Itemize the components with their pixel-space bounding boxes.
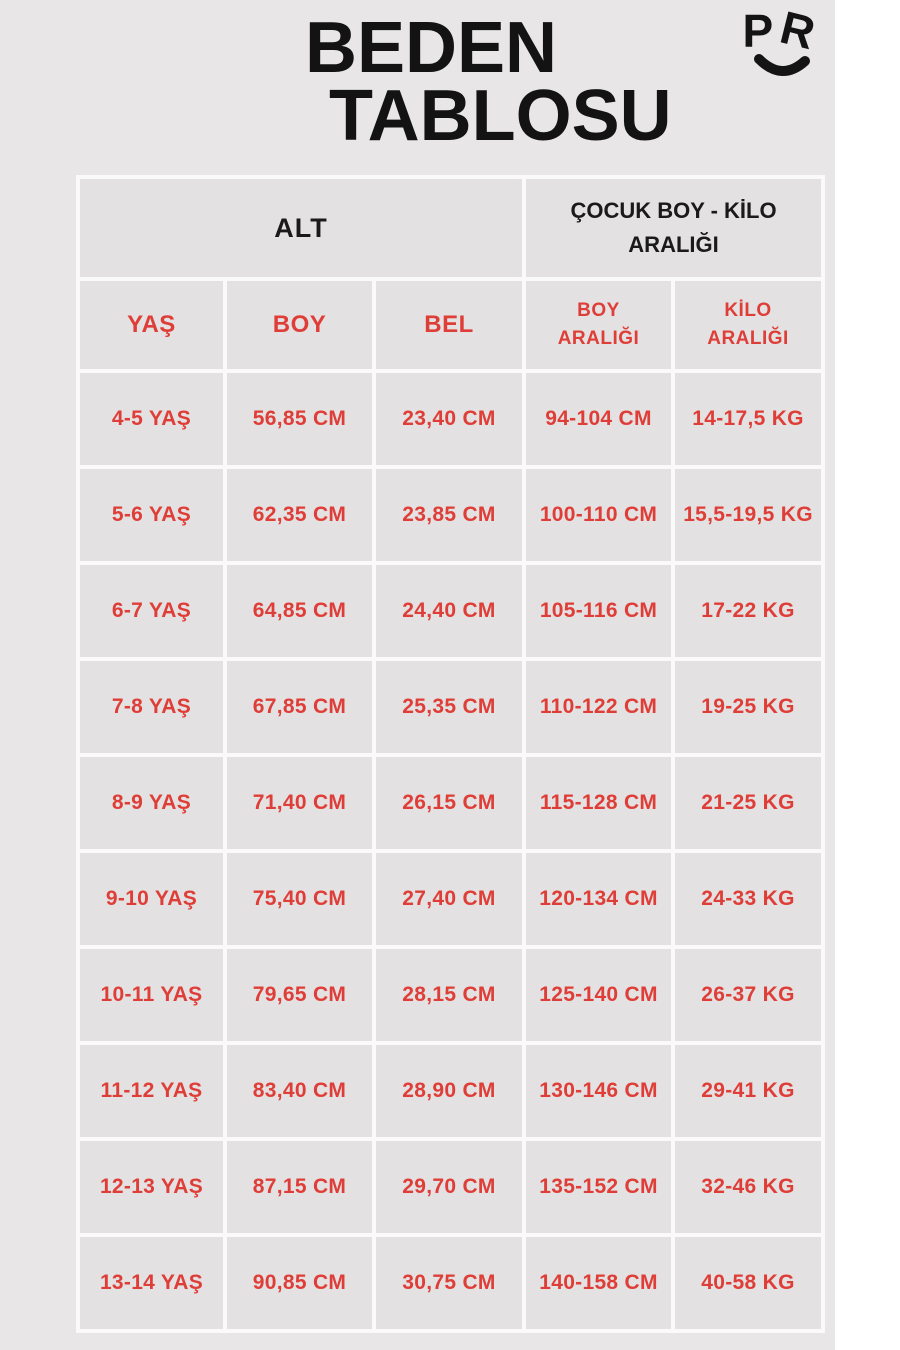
table-cell-bel: 28,90 CM	[376, 1045, 522, 1137]
page-title-line2: TABLOSU	[329, 76, 672, 156]
table-row	[80, 1237, 821, 1329]
table-row	[80, 853, 821, 945]
table-row	[80, 949, 821, 1041]
table-cell-kilo-araligi: 26-37 KG	[675, 949, 821, 1041]
group-header-alt: ALT	[80, 179, 522, 277]
page-title-line1: BEDEN	[305, 8, 558, 88]
brand-logo	[735, 0, 830, 86]
table-cell-boy-araligi: 94-104 CM	[526, 373, 671, 465]
table-cell-boy-araligi: 115-128 CM	[526, 757, 671, 849]
table-cell-boy: 64,85 CM	[227, 565, 372, 657]
table-cell-bel: 30,75 CM	[376, 1237, 522, 1329]
table-cell-boy: 71,40 CM	[227, 757, 372, 849]
table-row	[80, 757, 821, 849]
column-header-bel: BEL	[376, 281, 522, 369]
group-header-row	[80, 179, 821, 277]
right-margin-strip	[835, 0, 900, 1350]
table-cell-yas: 13-14 YAŞ	[80, 1237, 223, 1329]
group-header-cocuk-boy-kilo: ÇOCUK BOY - KİLO ARALIĞI	[526, 179, 821, 277]
table-cell-boy-araligi: 105-116 CM	[526, 565, 671, 657]
table-row	[80, 661, 821, 753]
table-cell-boy: 90,85 CM	[227, 1237, 372, 1329]
table-cell-boy-araligi: 100-110 CM	[526, 469, 671, 561]
table-cell-bel: 25,35 CM	[376, 661, 522, 753]
logo-letter-r: R	[775, 0, 829, 62]
size-table-body	[80, 373, 821, 1329]
table-cell-kilo-araligi: 32-46 KG	[675, 1141, 821, 1233]
table-cell-boy: 56,85 CM	[227, 373, 372, 465]
table-cell-boy-araligi: 120-134 CM	[526, 853, 671, 945]
table-cell-yas: 7-8 YAŞ	[80, 661, 223, 753]
table-cell-bel: 26,15 CM	[376, 757, 522, 849]
table-cell-yas: 5-6 YAŞ	[80, 469, 223, 561]
smile-icon	[752, 52, 812, 86]
table-cell-bel: 28,15 CM	[376, 949, 522, 1041]
table-cell-yas: 8-9 YAŞ	[80, 757, 223, 849]
table-cell-bel: 23,85 CM	[376, 469, 522, 561]
table-row	[80, 469, 821, 561]
table-row	[80, 1045, 821, 1137]
logo-letter-p: P	[742, 5, 782, 57]
table-cell-boy-araligi: 125-140 CM	[526, 949, 671, 1041]
table-cell-boy-araligi: 110-122 CM	[526, 661, 671, 753]
column-header-row	[80, 281, 821, 369]
table-row	[80, 565, 821, 657]
size-table	[76, 175, 825, 1333]
table-cell-yas: 11-12 YAŞ	[80, 1045, 223, 1137]
table-cell-boy-araligi: 140-158 CM	[526, 1237, 671, 1329]
table-cell-kilo-araligi: 21-25 KG	[675, 757, 821, 849]
table-cell-kilo-araligi: 17-22 KG	[675, 565, 821, 657]
table-cell-kilo-araligi: 15,5-19,5 KG	[675, 469, 821, 561]
table-cell-yas: 4-5 YAŞ	[80, 373, 223, 465]
page-title	[305, 8, 672, 156]
table-cell-boy: 87,15 CM	[227, 1141, 372, 1233]
table-cell-boy-araligi: 135-152 CM	[526, 1141, 671, 1233]
table-cell-yas: 9-10 YAŞ	[80, 853, 223, 945]
table-cell-yas: 10-11 YAŞ	[80, 949, 223, 1041]
table-cell-kilo-araligi: 14-17,5 KG	[675, 373, 821, 465]
column-header-yas: YAŞ	[80, 281, 223, 369]
table-cell-boy: 79,65 CM	[227, 949, 372, 1041]
table-cell-kilo-araligi: 40-58 KG	[675, 1237, 821, 1329]
brand-logo-letters	[735, 0, 830, 62]
table-row	[80, 373, 821, 465]
table-cell-bel: 24,40 CM	[376, 565, 522, 657]
table-cell-bel: 29,70 CM	[376, 1141, 522, 1233]
column-header-boy-araligi: BOY ARALIĞI	[526, 281, 671, 369]
table-cell-kilo-araligi: 24-33 KG	[675, 853, 821, 945]
column-header-boy: BOY	[227, 281, 372, 369]
table-cell-boy-araligi: 130-146 CM	[526, 1045, 671, 1137]
table-cell-bel: 27,40 CM	[376, 853, 522, 945]
table-cell-boy: 62,35 CM	[227, 469, 372, 561]
table-cell-boy: 83,40 CM	[227, 1045, 372, 1137]
table-cell-kilo-araligi: 29-41 KG	[675, 1045, 821, 1137]
table-cell-bel: 23,40 CM	[376, 373, 522, 465]
table-cell-boy: 75,40 CM	[227, 853, 372, 945]
column-header-kilo-araligi: KİLO ARALIĞI	[675, 281, 821, 369]
table-cell-boy: 67,85 CM	[227, 661, 372, 753]
table-row	[80, 1141, 821, 1233]
table-cell-kilo-araligi: 19-25 KG	[675, 661, 821, 753]
table-cell-yas: 6-7 YAŞ	[80, 565, 223, 657]
table-cell-yas: 12-13 YAŞ	[80, 1141, 223, 1233]
